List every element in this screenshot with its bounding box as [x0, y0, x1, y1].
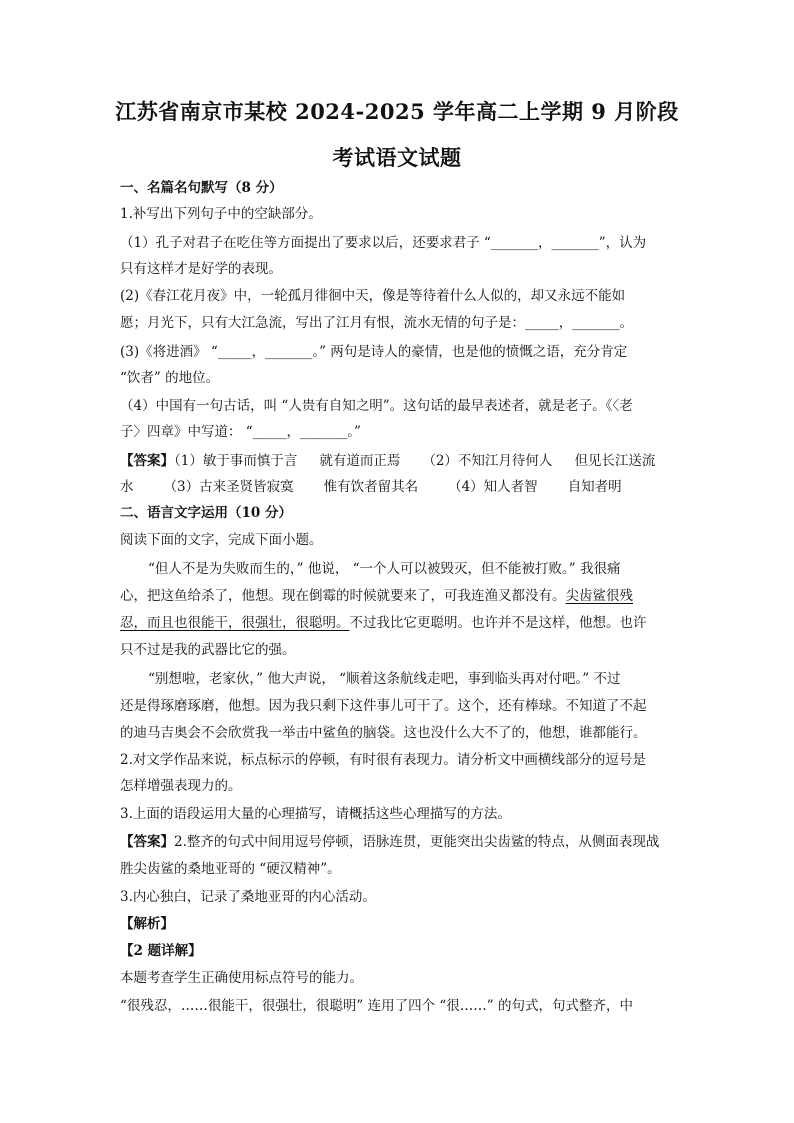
- analysis-label: 【解析】: [120, 916, 174, 932]
- q1-item-line: （1）孔子对君子在吃住等方面提出了要求以后，还要求君子 “_______，_______”，认为: [120, 235, 647, 251]
- answer-text: （2）不知江月待何人: [422, 453, 553, 469]
- answer-line: [120, 474, 680, 500]
- detail-line: “很残忍，……很能干，很强壮，很聪明” 连用了四个 “很……” 的句式，句式整齐，中: [120, 998, 633, 1014]
- answer-label: 【答案】: [120, 453, 174, 469]
- answer-line: 胜尖齿鲨的桑地亚哥的 “硬汉精神”。: [120, 861, 341, 877]
- section-1-heading: 一、名篇名句默写（8 分）: [120, 180, 283, 196]
- question-1-stem: 1.补写出下列句子中的空缺部分。: [120, 206, 322, 222]
- q1-item-line: “饮者” 的地位。: [120, 370, 220, 386]
- passage-text: 不过我比它更聪明。也许并不是这样，他想。也许: [349, 615, 647, 631]
- answer-line: [120, 448, 680, 474]
- q1-item-line: （4）中国有一句古话，叫 “人贵有自知之明”。这句话的最早表述者，就是老子。《〈老: [120, 398, 633, 414]
- question-2-line: 2.对文学作品来说，标点标示的停顿，有时很有表现力。请分析文中画横线部分的逗号是: [120, 752, 646, 768]
- page-title-line-1: 江苏省南京市某校 2024-2025 学年高二上学期 9 月阶段: [115, 99, 679, 124]
- answer-text: （1）敏于事而慎于言: [174, 453, 298, 469]
- q1-item-line: 子〉四章》中写道： “_____，_______。”: [120, 424, 361, 440]
- question-3: 3.上面的语段运用大量的心理描写，请概括这些心理描写的方法。: [120, 806, 511, 822]
- answer-text: 自知者明: [567, 479, 622, 495]
- section-2-intro: 阅读下面的文字，完成下面小题。: [120, 532, 323, 548]
- answer-text: （3）古来圣贤皆寂寞: [163, 479, 294, 495]
- question-2-line: 怎样增强表现力的。: [120, 778, 242, 794]
- passage-line: 只不过是我的武器比它的强。: [120, 642, 296, 658]
- answer-line: [120, 829, 680, 855]
- answer-text: 就有道而正焉: [319, 453, 401, 469]
- detail-label: 【2 题详解】: [120, 943, 202, 959]
- q1-item-line: (3)《将进酒》 “_____，_______。” 两句是诗人的豪情，也是他的愤慨之语，充分肯定: [120, 344, 628, 360]
- passage-line: [120, 610, 680, 636]
- page-title-line-2: 考试语文试题: [332, 145, 462, 170]
- answer-text: 惟有饮者留其名: [323, 479, 419, 495]
- q1-item-line: 只有这样才是好学的表现。: [120, 261, 282, 277]
- passage-line: 还是得琢磨琢磨，他想。因为我只剩下这件事儿可干了。这个，还有棒球。不知道了不起: [120, 698, 647, 714]
- q1-item-line: 愿；月光下，只有大江急流，写出了江月有恨，流水无情的句子是：_____，_______。: [120, 315, 633, 331]
- q1-item-line: (2)《春江花月夜》中，一轮孤月徘徊中天，像是等待着什么人似的，却又永远不能如: [120, 288, 626, 304]
- answer-label: 【答案】: [120, 834, 174, 850]
- passage-line: “别想啦，老家伙，” 他大声说， “顺着这条航线走吧，事到临头再对付吧。” 不过: [148, 671, 621, 687]
- passage-line: [120, 583, 680, 609]
- passage-line: “但人不是为失败而生的，” 他说， “一个人可以被毁灭，但不能被打败。” 我很痛: [148, 561, 621, 577]
- passage-line: 的迪马吉奥会不会欣赏我一举击中鲨鱼的脑袋。这也没什么大不了的，他想，谁都能行。: [120, 725, 647, 741]
- underlined-passage-text: 忍，而且也很能干，很强壮，很聪明。: [120, 615, 350, 631]
- detail-line: 本题考查学生正确使用标点符号的能力。: [120, 970, 363, 986]
- answer-text: （4）知人者智: [448, 479, 538, 495]
- section-2-heading: 二、语言文字运用（10 分）: [120, 505, 292, 521]
- answer-text: 2.整齐的句式中间用逗号停顿，语脉连贯，更能突出尖齿鲨的特点，从侧面表现战: [174, 834, 660, 850]
- passage-text: 心，把这鱼给杀了，他想。现在倒霉的时候就要来了，可我连渔叉都没有。: [120, 588, 566, 604]
- underlined-passage-text: 尖齿鲨很残: [565, 588, 633, 604]
- answer-line: 3.内心独白，记录了桑地亚哥的内心活动。: [120, 889, 376, 905]
- answer-text: 水: [120, 479, 134, 495]
- answer-text: 但见长江送流: [574, 453, 656, 469]
